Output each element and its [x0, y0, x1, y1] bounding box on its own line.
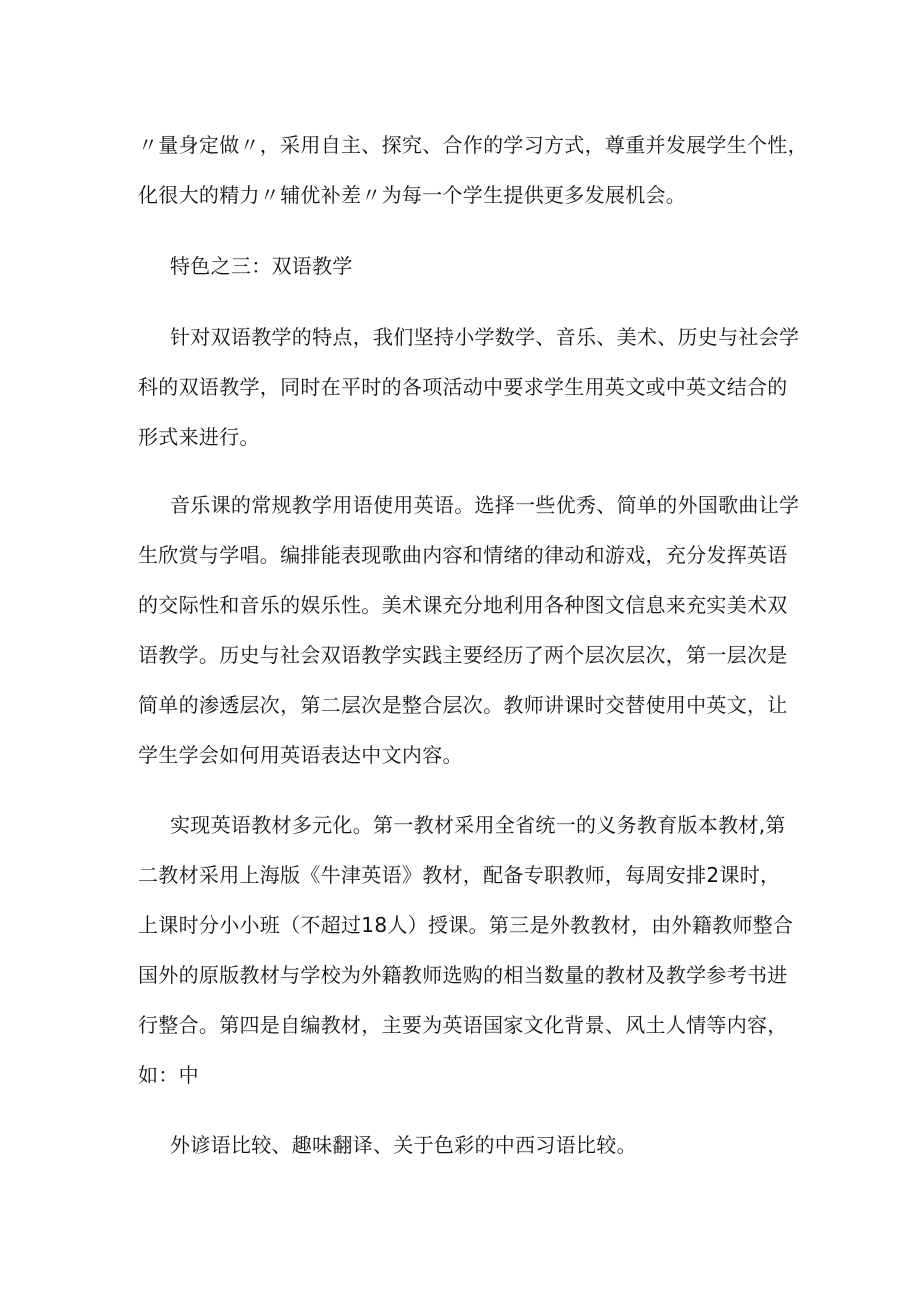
paragraph-3-line-4: 语教学。历史与社会双语教学实践主要经历了两个层次层次，第一层次是: [138, 643, 788, 667]
paragraph-4-line-2: 二教材采用上海版《牛津英语》教材，配备专职教师，每周安排2课时，: [138, 863, 781, 887]
section-heading: 特色之三：双语教学: [170, 254, 353, 278]
paragraph-3-line-6: 学生学会如何用英语表达中文内容。: [138, 743, 463, 767]
paragraph-3-line-2: 生欣赏与学唱。编排能表现歌曲内容和情绪的律动和游戏，充分发挥英语: [138, 543, 788, 567]
paragraph-4-line-6: 如：中: [138, 1063, 199, 1087]
paragraph-2-line-2: 科的双语教学，同时在平时的各项活动中要求学生用英文或中英文结合的: [138, 375, 788, 399]
paragraph-1-line-1: 〃量身定做〃，采用自主、探究、合作的学习方式，尊重并发展学生个性，: [138, 133, 808, 157]
paragraph-4-line-1: 实现英语教材多元化。第一教材采用全省统一的义务教育版本教材,第: [170, 813, 786, 837]
paragraph-4-line-4: 国外的原版教材与学校为外籍教师选购的相当数量的教材及教学参考书进: [138, 963, 788, 987]
paragraph-3-line-5: 简单的渗透层次，第二层次是整合层次。教师讲课时交替使用中英文，让: [138, 693, 788, 717]
paragraph-5-line-1: 外谚语比较、趣味翻译、关于色彩的中西习语比较。: [170, 1133, 637, 1157]
paragraph-3-line-1: 音乐课的常规教学用语使用英语。选择一些优秀、简单的外国歌曲让学: [170, 493, 800, 517]
paragraph-4-line-3: 上课时分小小班（不超过18人）授课。第三是外教教材，由外籍教师整合: [138, 913, 794, 937]
paragraph-1-line-2: 化很大的精力〃辅优补差〃为每一个学生提供更多发展机会。: [138, 183, 687, 207]
paragraph-3-line-3: 的交际性和音乐的娱乐性。美术课充分地利用各种图文信息来充实美术双: [138, 593, 788, 617]
paragraph-2-line-1: 针对双语教学的特点，我们坚持小学数学、音乐、美术、历史与社会学: [170, 325, 800, 349]
paragraph-4-line-5: 行整合。第四是自编教材，主要为英语国家文化背景、风土人情等内容，: [138, 1013, 788, 1037]
paragraph-2-line-3: 形式来进行。: [138, 425, 260, 449]
